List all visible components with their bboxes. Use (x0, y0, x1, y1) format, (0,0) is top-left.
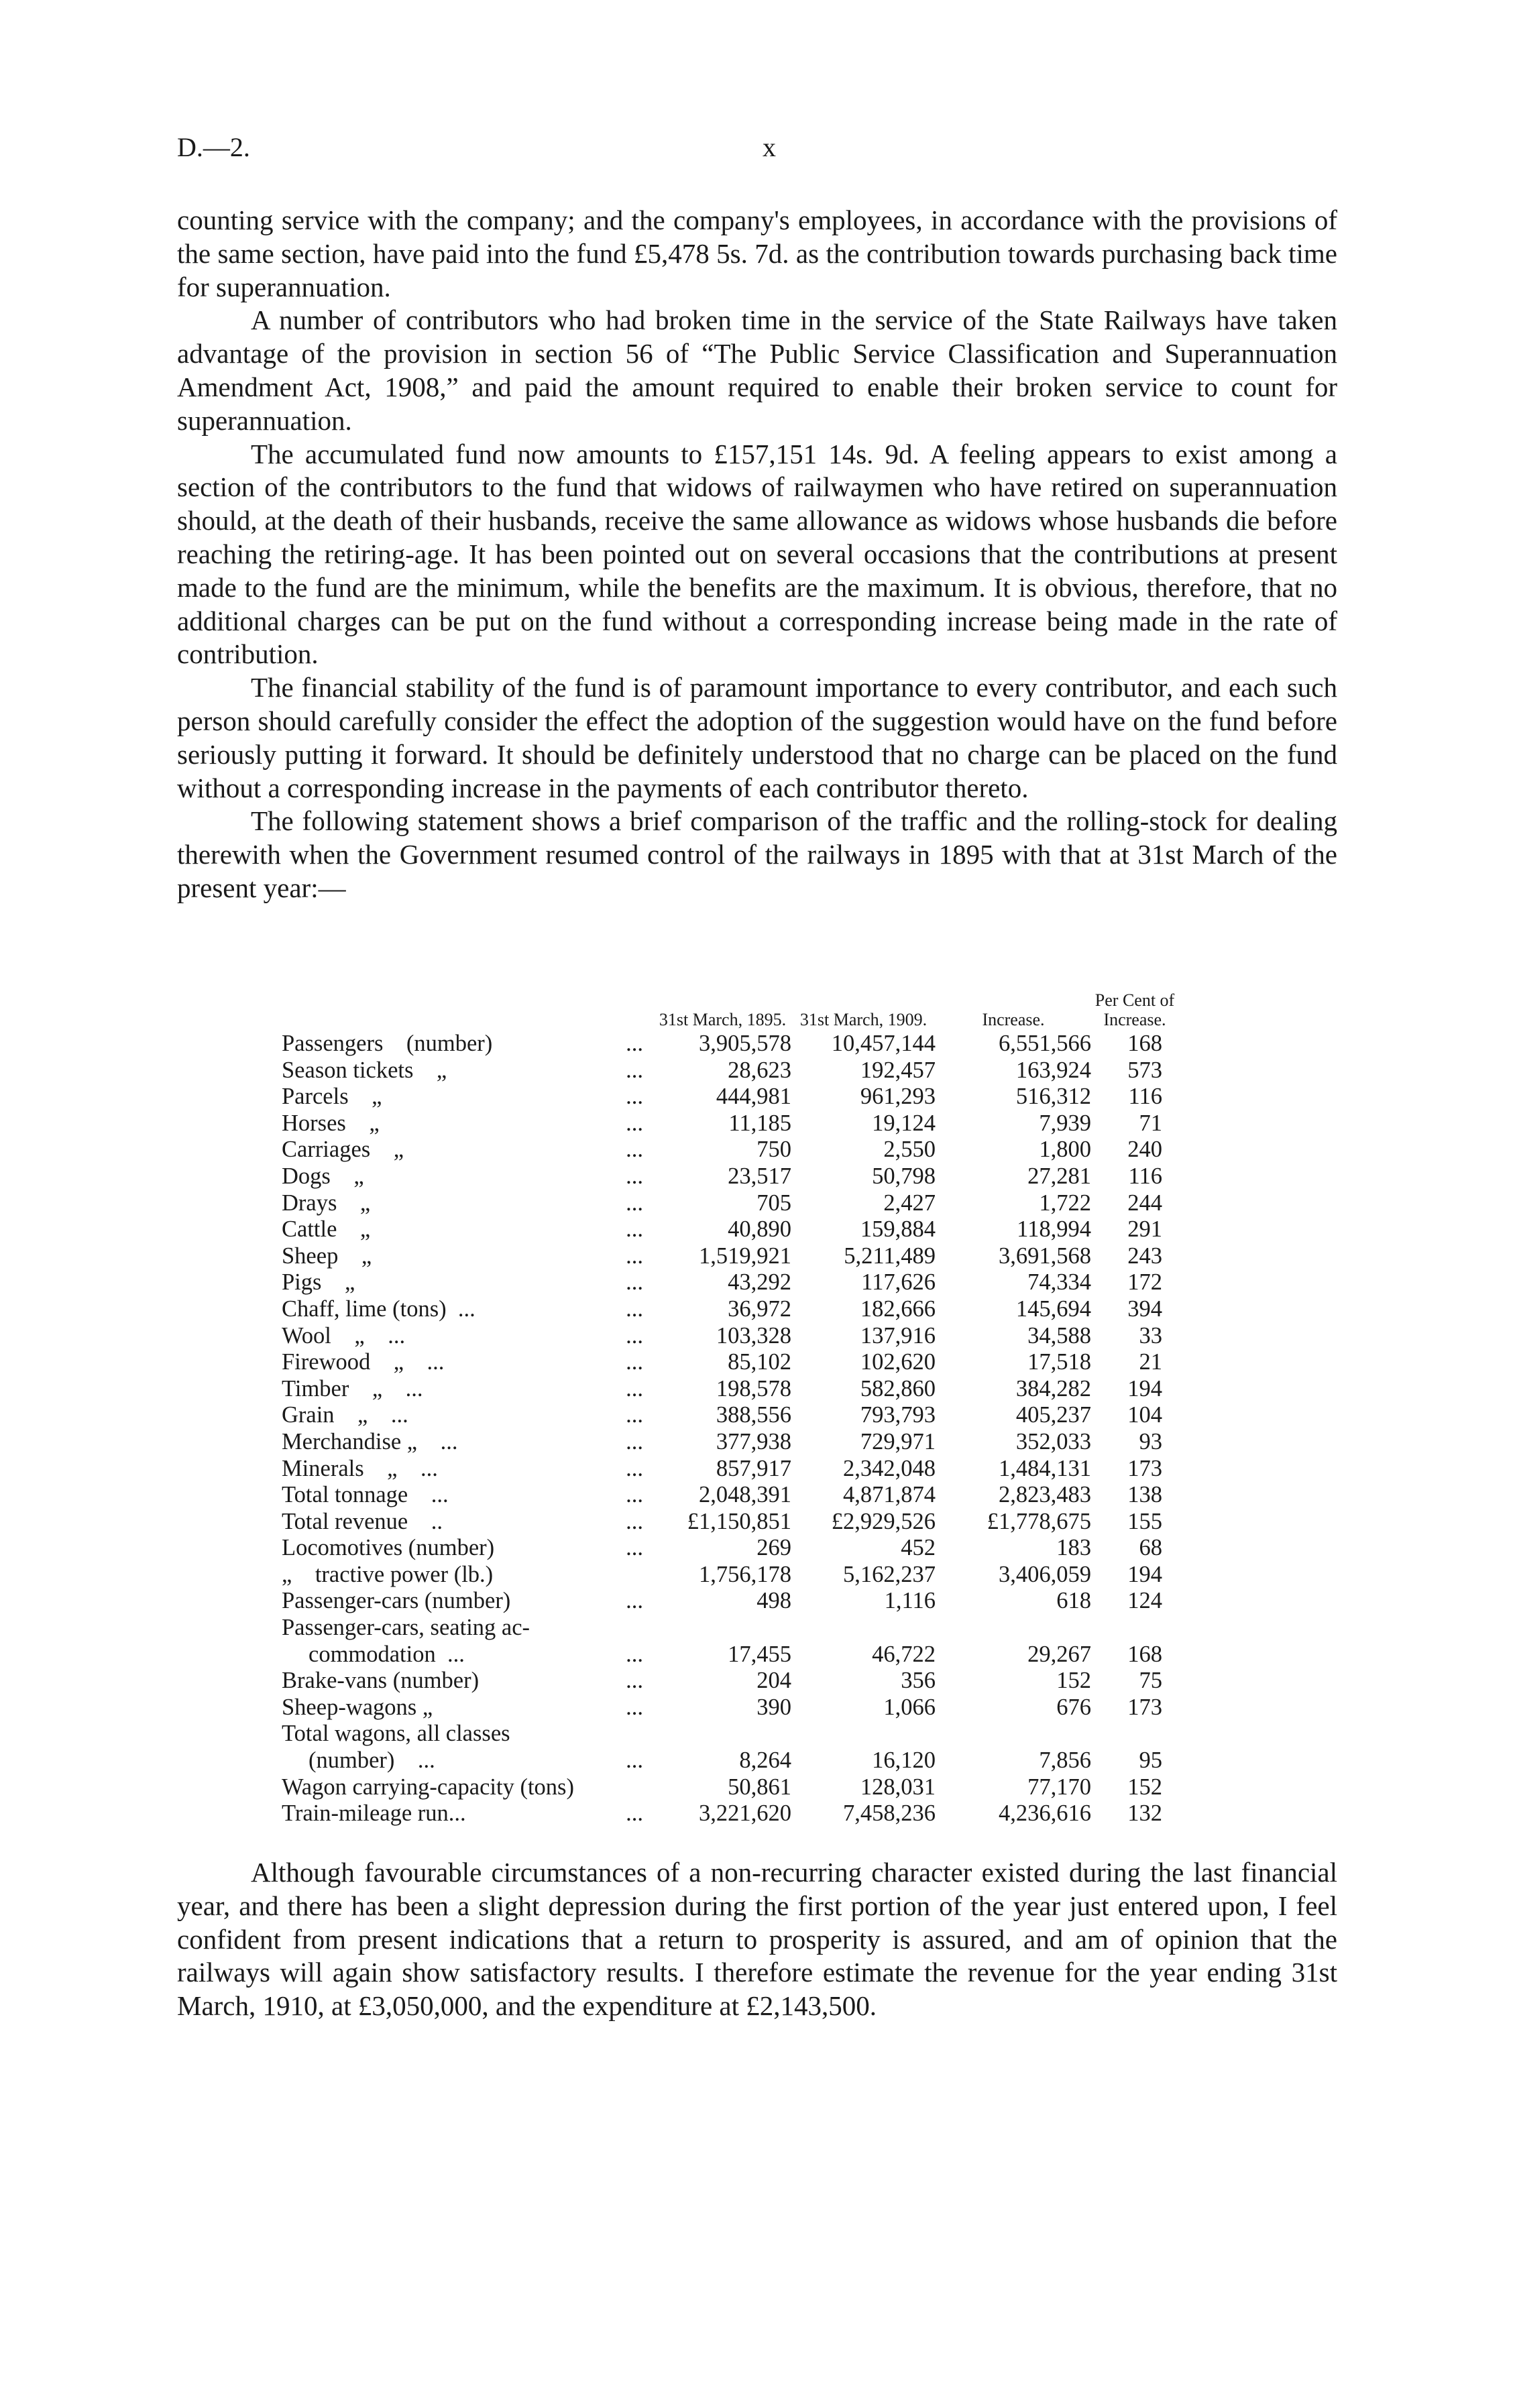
value-increase: 29,267 (1027, 1641, 1091, 1667)
table-row (282, 1615, 1178, 1642)
value-percent: 68 (1139, 1535, 1162, 1561)
row-leader: ... (626, 1588, 643, 1614)
value-increase: 4,236,616 (999, 1800, 1091, 1827)
value-1895: 3,905,578 (699, 1031, 791, 1056)
table-row (282, 1376, 1178, 1403)
row-label-wrap (282, 1137, 654, 1163)
value-1909: 582,860 (860, 1375, 936, 1401)
row-label-cell (282, 1216, 654, 1243)
row-label-cell (282, 1349, 654, 1376)
value-1895: 2,048,391 (699, 1482, 791, 1508)
row-label: Total tonnage ... (282, 1482, 449, 1508)
table-row (282, 1456, 1178, 1483)
value-increase: 6,551,566 (999, 1031, 1091, 1056)
row-label: Brake-vans (number) (282, 1668, 480, 1694)
column-header-percent: Per Cent of Increase. (1095, 990, 1175, 1029)
row-label: Cattle „ (282, 1216, 371, 1243)
row-leader (643, 1774, 654, 1801)
value-percent: 243 (1127, 1243, 1162, 1269)
value-1895: £1,150,851 (687, 1508, 791, 1534)
value-1909: 19,124 (872, 1110, 936, 1136)
table-row (282, 1296, 1178, 1323)
value-1909: 50,798 (872, 1163, 936, 1189)
row-label-wrap (282, 1429, 654, 1456)
value-1895: 198,578 (716, 1375, 791, 1401)
table-row (282, 1588, 1178, 1615)
table-row (282, 1402, 1178, 1429)
row-label-cell (282, 1243, 654, 1270)
table-row (282, 1800, 1178, 1827)
row-leader: ... (626, 1163, 643, 1189)
value-percent: 155 (1127, 1508, 1162, 1534)
row-label: Passenger-cars, seating ac- (282, 1615, 530, 1641)
row-leader: ... (626, 1269, 643, 1296)
value-increase: 618 (1056, 1588, 1091, 1614)
value-1909: 16,120 (872, 1747, 936, 1774)
value-increase: 152 (1056, 1668, 1091, 1694)
value-1895: 857,917 (716, 1455, 791, 1481)
value-1909: 4,871,874 (843, 1482, 936, 1508)
value-percent: 194 (1127, 1561, 1162, 1587)
value-percent: 152 (1127, 1774, 1162, 1800)
value-1895: 1,519,921 (699, 1243, 791, 1269)
value-increase (936, 1615, 1091, 1642)
row-leader: ... (626, 1216, 643, 1243)
value-1895: 36,972 (728, 1296, 791, 1322)
row-label-wrap (282, 1057, 654, 1084)
row-leader: ... (626, 1084, 643, 1110)
row-label-cell (282, 1747, 654, 1774)
value-1909: 356 (901, 1668, 936, 1694)
row-label: Season tickets „ (282, 1057, 447, 1083)
table-row (282, 1031, 1178, 1057)
row-label-cell (282, 1057, 654, 1084)
row-label-cell (282, 1137, 654, 1163)
value-1895: 23,517 (728, 1163, 791, 1189)
value-percent: 95 (1139, 1747, 1162, 1774)
value-1909: 729,971 (860, 1428, 936, 1454)
table-row (282, 1137, 1178, 1163)
row-label: Grain „ ... (282, 1402, 408, 1428)
row-leader: ... (626, 1508, 643, 1534)
table-row (282, 1057, 1178, 1084)
row-label-cell (282, 1668, 654, 1695)
row-leader: ... (626, 1137, 643, 1163)
row-label-wrap (282, 1482, 654, 1509)
value-increase: 77,170 (1027, 1774, 1091, 1800)
row-label: Parcels „ (282, 1084, 382, 1110)
row-label-wrap (282, 1349, 654, 1376)
row-label-cell (282, 1482, 654, 1509)
paragraph: A number of contributors who had broken time in the service of the State Railways have taken advantage of the provision in section 56 of “The Public Service Classification and Superannuation Amendment Act, 1908,” and paid the amount required to enable their broken service to count for superannuation. (177, 304, 1337, 436)
row-leader: ... (626, 1747, 643, 1774)
table-row (282, 1482, 1178, 1509)
row-label-wrap (282, 1296, 654, 1323)
value-percent: 173 (1127, 1694, 1162, 1720)
row-label: Sheep „ (282, 1243, 372, 1269)
row-label: commodation ... (309, 1641, 465, 1667)
row-label-wrap (282, 1535, 654, 1562)
row-label: Wool „ ... (282, 1322, 406, 1349)
value-increase: £1,778,675 (987, 1508, 1091, 1534)
value-percent: 173 (1127, 1455, 1162, 1481)
column-header-label (282, 990, 654, 1031)
row-label-cell (282, 1800, 654, 1827)
row-label-wrap (282, 1084, 654, 1110)
paragraph: The financial stability of the fund is of paramount importance to every contributor, and each such person should carefully consider the effect the adoption of the suggestion would have on the fund before seriously putting it forward. It should be definitely understood that no charge can be placed on the fund without a corresponding increase in the payments of each contributor thereto. (177, 672, 1337, 803)
value-1909: 2,427 (883, 1190, 936, 1216)
value-1895 (654, 1615, 791, 1642)
row-label-cell (282, 1721, 654, 1747)
value-increase: 1,484,131 (999, 1455, 1091, 1481)
value-1895 (654, 1721, 791, 1747)
value-increase: 1,722 (1039, 1190, 1091, 1216)
value-increase: 516,312 (1015, 1084, 1091, 1110)
table-row (282, 1774, 1178, 1801)
value-1895: 11,185 (728, 1110, 791, 1136)
closing-text (177, 1856, 1337, 2023)
row-label-wrap (282, 1800, 654, 1827)
value-1909 (791, 1721, 936, 1747)
row-label-wrap (282, 1642, 654, 1668)
value-increase: 183 (1056, 1535, 1091, 1561)
row-leader: ... (626, 1322, 643, 1349)
value-increase: 163,924 (1015, 1057, 1091, 1083)
row-label-wrap (282, 1190, 654, 1217)
value-percent (1091, 1721, 1178, 1747)
table-row (282, 1535, 1178, 1562)
value-1909: 117,626 (861, 1269, 936, 1296)
row-leader (643, 1615, 654, 1642)
table-row (282, 1269, 1178, 1296)
row-label-cell (282, 1402, 654, 1429)
value-1895: 390 (756, 1694, 791, 1720)
row-label: Pigs „ (282, 1269, 355, 1296)
value-1909: 1,116 (884, 1588, 936, 1614)
row-label-cell (282, 1429, 654, 1456)
row-label: Total wagons, all classes (282, 1721, 510, 1747)
row-label-cell (282, 1615, 654, 1642)
row-label: Chaff, lime (tons) ... (282, 1296, 475, 1322)
row-label-wrap (282, 1562, 654, 1589)
row-label: (number) ... (309, 1747, 435, 1774)
column-header-increase: Increase. (982, 1010, 1045, 1029)
row-leader: ... (626, 1110, 643, 1136)
row-label: Minerals „ ... (282, 1455, 438, 1481)
value-increase: 384,282 (1015, 1375, 1091, 1401)
table-row (282, 1721, 1178, 1747)
table-row (282, 1323, 1178, 1350)
row-leader: ... (626, 1402, 643, 1428)
value-percent: 124 (1127, 1588, 1162, 1614)
row-label-cell (282, 1588, 654, 1615)
row-label-cell (282, 1163, 654, 1190)
value-1909: 159,884 (860, 1216, 936, 1243)
row-label-wrap (282, 1269, 654, 1296)
value-percent: 240 (1127, 1137, 1162, 1163)
row-leader: ... (626, 1057, 643, 1083)
row-leader: ... (626, 1535, 643, 1561)
value-1895: 498 (756, 1588, 791, 1614)
column-header-1909: 31st March, 1909. (799, 1010, 928, 1029)
row-label-wrap (282, 1721, 654, 1747)
value-1909: 961,293 (860, 1084, 936, 1110)
traffic-comparison-table (282, 990, 1288, 1827)
row-label-cell (282, 1323, 654, 1350)
row-label: „ tractive power (lb.) (282, 1561, 494, 1587)
row-label: Dogs „ (282, 1163, 364, 1189)
value-percent: 116 (1128, 1084, 1162, 1110)
row-label-cell (282, 1031, 654, 1057)
value-increase: 3,691,568 (999, 1243, 1091, 1269)
page-number: x (763, 132, 776, 162)
value-1909: 137,916 (860, 1322, 936, 1349)
value-1909: 10,457,144 (831, 1031, 936, 1056)
value-increase: 1,800 (1039, 1137, 1091, 1163)
row-label-cell (282, 1509, 654, 1536)
column-header-1895: 31st March, 1895. (659, 1010, 787, 1029)
row-label: Firewood „ ... (282, 1349, 445, 1375)
value-increase: 405,237 (1015, 1402, 1091, 1428)
value-percent (1091, 1615, 1178, 1642)
value-1909: 2,550 (883, 1137, 936, 1163)
row-label-wrap (282, 1376, 654, 1403)
row-label-cell (282, 1296, 654, 1323)
value-1909: 452 (901, 1535, 936, 1561)
value-increase: 7,856 (1039, 1747, 1091, 1774)
value-1895: 17,455 (728, 1641, 791, 1667)
value-1895: 85,102 (728, 1349, 791, 1375)
row-label-cell (282, 1774, 654, 1801)
value-1895: 1,756,178 (699, 1561, 791, 1587)
row-leader: ... (626, 1190, 643, 1216)
row-label: Locomotives (number) (282, 1535, 495, 1561)
row-leader: ... (626, 1455, 643, 1481)
row-label-wrap (282, 1110, 654, 1137)
row-label-wrap (282, 1243, 654, 1270)
page-header (177, 131, 1336, 172)
value-percent: 291 (1127, 1216, 1162, 1243)
paragraph: Although favourable circumstances of a non-recurring character existed during the last financial year, and there has been a slight depression during the first portion of the year just entered upon, I feel confident from present indications that a return to prosperity is assured, and am of opinion that the railways will again show satisfactory results. I therefore estimate the revenue for the year ending 31st March, 1910, at £3,050,000, and the expenditure at £2,143,500. (177, 1857, 1337, 2022)
row-label-wrap (282, 1774, 654, 1801)
row-label: Passenger-cars (number) (282, 1588, 511, 1614)
row-label: Drays „ (282, 1190, 371, 1216)
value-percent: 168 (1127, 1641, 1162, 1667)
row-label-cell (282, 1562, 654, 1589)
value-increase: 145,694 (1015, 1296, 1091, 1322)
table-row (282, 1163, 1178, 1190)
value-increase: 2,823,483 (999, 1482, 1091, 1508)
value-1895: 269 (756, 1535, 791, 1561)
paragraph: counting service with the company; and the company's employees, in accordance with the provisions of the same section, have paid into the fund £5,478 5s. 7d. as the contribution towards purchasing back time for superannuation. (177, 205, 1337, 302)
value-percent: 71 (1139, 1110, 1162, 1136)
document-reference: D.—2. (177, 132, 250, 162)
row-label-cell (282, 1535, 654, 1562)
row-leader: ... (626, 1296, 643, 1322)
row-label: Total revenue .. (282, 1508, 443, 1534)
row-label-wrap (282, 1588, 654, 1615)
row-leader (643, 1721, 654, 1747)
row-leader: ... (626, 1641, 643, 1667)
value-increase: 3,406,059 (999, 1561, 1091, 1587)
value-1895: 28,623 (728, 1057, 791, 1083)
value-1895: 103,328 (716, 1322, 791, 1349)
value-increase: 7,939 (1039, 1110, 1091, 1136)
row-label-wrap (282, 1747, 654, 1774)
table-body (282, 1031, 1178, 1827)
row-label-wrap (282, 1323, 654, 1350)
value-1895: 43,292 (728, 1269, 791, 1296)
row-leader: ... (626, 1031, 643, 1056)
value-1895: 40,890 (728, 1216, 791, 1243)
row-label: Train-mileage run... (282, 1800, 466, 1827)
value-1909: 2,342,048 (843, 1455, 936, 1481)
row-leader: ... (626, 1482, 643, 1508)
row-leader: ... (626, 1800, 643, 1827)
table-row (282, 1747, 1178, 1774)
value-1909: 7,458,236 (843, 1800, 936, 1827)
value-percent: 93 (1139, 1428, 1162, 1454)
value-percent: 172 (1127, 1269, 1162, 1296)
value-percent: 132 (1127, 1800, 1162, 1827)
row-label-cell (282, 1695, 654, 1721)
value-1909: 192,457 (860, 1057, 936, 1083)
value-percent: 244 (1127, 1190, 1162, 1216)
table-row (282, 1695, 1178, 1721)
row-label: Passengers (number) (282, 1031, 493, 1056)
row-label: Merchandise „ ... (282, 1428, 458, 1454)
value-1909: £2,929,526 (831, 1508, 936, 1534)
row-label-wrap (282, 1163, 654, 1190)
value-1909: 128,031 (860, 1774, 936, 1800)
row-leader: ... (626, 1668, 643, 1694)
row-label-cell (282, 1110, 654, 1137)
table-row (282, 1243, 1178, 1270)
table-row (282, 1642, 1178, 1668)
body-text (177, 204, 1337, 905)
row-label-wrap (282, 1615, 654, 1642)
value-1909: 46,722 (872, 1641, 936, 1667)
table-header-row (282, 990, 1178, 1031)
row-label-cell (282, 1084, 654, 1110)
paragraph: The accumulated fund now amounts to £157,151 14s. 9d. A feeling appears to exist among a section of the contributors to the fund that widows of railwaymen who have retired on superannuation should, at the death of their husbands, receive the same allowance as widows whose husbands die before reaching the retiring-age. It has been pointed out on several occasions that the contributions at present made to the fund are the minimum, while the benefits are the maximum. It is obvious, therefore, that no additional charges can be put on the fund without a corresponding increase being made in the rate of contribution. (177, 438, 1337, 670)
table-row (282, 1084, 1178, 1110)
table-row (282, 1216, 1178, 1243)
value-1895: 750 (756, 1137, 791, 1163)
row-label-wrap (282, 1456, 654, 1483)
value-percent: 33 (1139, 1322, 1162, 1349)
row-leader: ... (626, 1243, 643, 1269)
value-1895: 3,221,620 (699, 1800, 791, 1827)
row-label-cell (282, 1456, 654, 1483)
table-row (282, 1429, 1178, 1456)
paragraph: The following statement shows a brief comparison of the traffic and the rolling-stock for dealing therewith when the Government resumed control of the railways in 1895 with that at 31st March of the present year:— (177, 805, 1337, 903)
row-leader: ... (626, 1428, 643, 1454)
value-percent: 138 (1127, 1482, 1162, 1508)
row-label: Horses „ (282, 1110, 380, 1136)
value-1895: 8,264 (739, 1747, 791, 1774)
value-increase: 676 (1056, 1694, 1091, 1720)
row-label-cell (282, 1642, 654, 1668)
value-1895: 204 (756, 1668, 791, 1694)
row-label: Carriages „ (282, 1137, 404, 1163)
row-label-wrap (282, 1216, 654, 1243)
value-increase (936, 1721, 1091, 1747)
table-row (282, 1509, 1178, 1536)
value-1895: 377,938 (716, 1428, 791, 1454)
row-leader: ... (626, 1694, 643, 1720)
value-increase: 118,994 (1017, 1216, 1091, 1243)
value-1895: 705 (756, 1190, 791, 1216)
value-1909 (791, 1615, 936, 1642)
row-label-wrap (282, 1509, 654, 1536)
value-1895: 388,556 (716, 1402, 791, 1428)
value-percent: 168 (1127, 1031, 1162, 1056)
value-increase: 27,281 (1027, 1163, 1091, 1189)
value-percent: 573 (1127, 1057, 1162, 1083)
row-label-cell (282, 1190, 654, 1217)
row-label-wrap (282, 1695, 654, 1721)
row-label-wrap (282, 1402, 654, 1429)
table-row (282, 1562, 1178, 1589)
value-1909: 5,211,489 (844, 1243, 936, 1269)
value-1909: 102,620 (860, 1349, 936, 1375)
value-percent: 104 (1127, 1402, 1162, 1428)
row-label-wrap (282, 1668, 654, 1695)
row-label-cell (282, 1269, 654, 1296)
table-row (282, 1668, 1178, 1695)
value-increase: 352,033 (1015, 1428, 1091, 1454)
table-row (282, 1190, 1178, 1217)
row-label: Timber „ ... (282, 1375, 423, 1401)
value-1895: 444,981 (716, 1084, 791, 1110)
value-percent: 75 (1139, 1668, 1162, 1694)
value-1909: 793,793 (860, 1402, 936, 1428)
table-row (282, 1110, 1178, 1137)
value-1909: 5,162,237 (843, 1561, 936, 1587)
value-1909: 182,666 (860, 1296, 936, 1322)
row-leader: ... (626, 1375, 643, 1401)
value-increase: 17,518 (1027, 1349, 1091, 1375)
value-percent: 21 (1139, 1349, 1162, 1375)
row-leader (643, 1562, 654, 1589)
table-row (282, 1349, 1178, 1376)
row-label: Wagon carrying-capacity (tons) (282, 1774, 574, 1800)
value-increase: 34,588 (1027, 1322, 1091, 1349)
value-percent: 116 (1128, 1163, 1162, 1189)
row-label-cell (282, 1376, 654, 1403)
value-percent: 394 (1127, 1296, 1162, 1322)
value-percent: 194 (1127, 1375, 1162, 1401)
value-1909: 1,066 (883, 1694, 936, 1720)
row-label: Sheep-wagons „ (282, 1694, 433, 1720)
row-leader: ... (626, 1349, 643, 1375)
value-1895: 50,861 (728, 1774, 791, 1800)
value-increase: 74,334 (1027, 1269, 1091, 1296)
row-label-wrap (282, 1031, 654, 1057)
